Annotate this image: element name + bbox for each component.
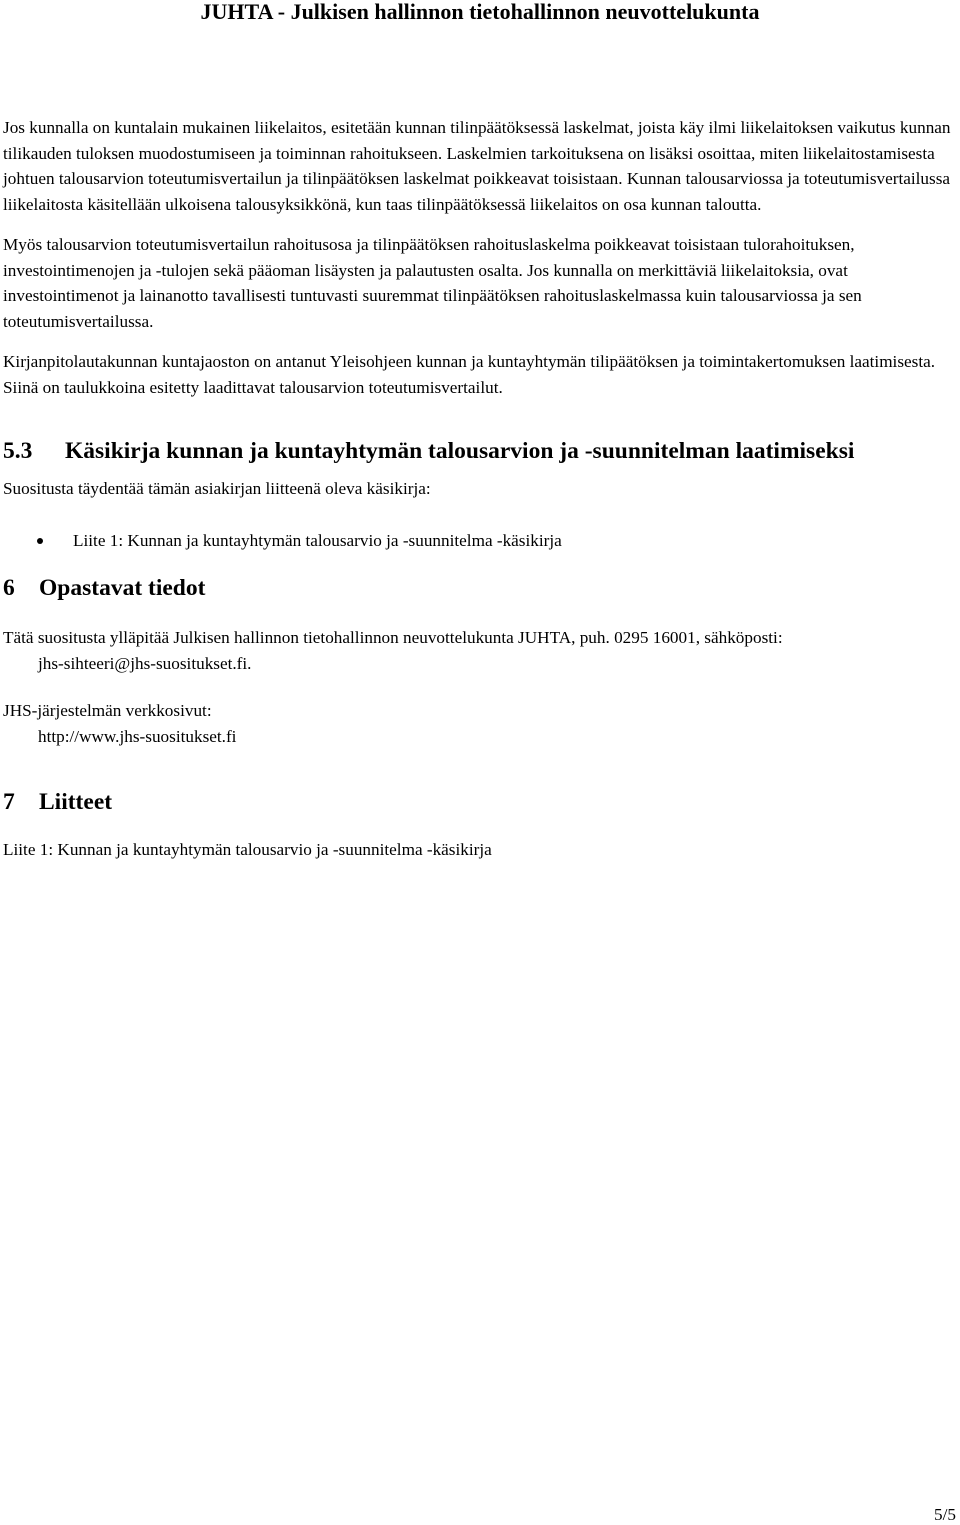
section-number: 5.3 [3,438,33,464]
section-title: Opastavat tiedot [39,575,206,601]
maintainer-text: Tätä suositusta ylläpitää Julkisen hallinnon tietohallinnon neuvottelukunta JUHTA, puh. 0295 16001, sähköposti: [3,628,783,647]
section-intro: Suositusta täydentää tämän asiakirjan liitteenä oleva käsikirja: [3,479,431,498]
appendix-text: Liite 1: Kunnan ja kuntayhtymän talousarvio ja -suunnitelma -käsikirja [3,840,492,859]
bullet-icon [37,538,43,544]
section-heading-6 [3,573,957,603]
email-link[interactable]: jhs-sihteeri@jhs-suositukset.fi. [38,653,252,673]
paragraph-business-unit: Jos kunnalla on kuntalain mukainen liikelaitos, esitetään kunnan tilinpäätöksessä laskelmat, joista käy ilmi liikelaitoksen vaikutus kunnan tilikauden tuloksen muodostumiseen ja toiminnan rahoitukseen. Laskelmien tarkoituksena on lisäksi osoittaa, miten liikelaitostamisesta johtuen talousarvion toteutumisvertailun ja tilinpäätöksen laskelmat poikkeavat toisistaan. Kunnan talousarviossa ja toteutumisvertailussa liikelaitosta käsitellään ulkoisena talousyksikkönä, kun taas tilinpäätöksessä liikelaitos on osa kunnan taloutta. [3,118,951,214]
list-item [3,528,957,554]
page-header: JUHTA - Julkisen hallinnon tietohallinnon neuvottelukunta [200,0,760,24]
paragraph-financing-section: Myös talousarvion toteutumisvertailun rahoitusosa ja tilinpäätöksen rahoituslaskelma poikkeavat toisistaan tulorahoituksen, investointimenojen ja -tulojen sekä pääoman lisäysten ja palautusten osalta. Jos kunnalla on merkittäviä liikelaitoksia, ovat investointimenot ja lainanotto tavallisesti tuntuvasti suuremmat tilinpäätöksen rahoituslaskelmassa kuin talousarviossa ja sen toteutumisvertailussa. [3,235,862,331]
section-title: Liitteet [39,789,113,815]
section-number: 7 [3,789,15,815]
website-link[interactable]: http://www.jhs-suositukset.fi [38,726,237,746]
list-item-text: Liite 1: Kunnan ja kuntayhtymän talousarvio ja -suunnitelma -käsikirja [73,530,562,550]
section-title: Käsikirja kunnan ja kuntayhtymän talousarvion ja -suunnitelman laatimiseksi [65,438,855,464]
section-heading-7 [3,787,957,817]
website-label: JHS-järjestelmän verkkosivut: [3,701,212,720]
section-number: 6 [3,575,15,601]
section-heading-5-3 [3,436,957,466]
page-number: 5/5 [934,1505,956,1524]
document-body [3,115,957,863]
paragraph-accounting-board: Kirjanpitolautakunnan kuntajaoston on antanut Yleisohjeen kunnan ja kuntayhtymän tilipäätöksen ja toimintakertomuksen laatimisesta. Siinä on taulukkoina esitetty laadittavat talousarvion toteutumisvertailut. [3,352,936,397]
attachment-list [3,528,957,554]
